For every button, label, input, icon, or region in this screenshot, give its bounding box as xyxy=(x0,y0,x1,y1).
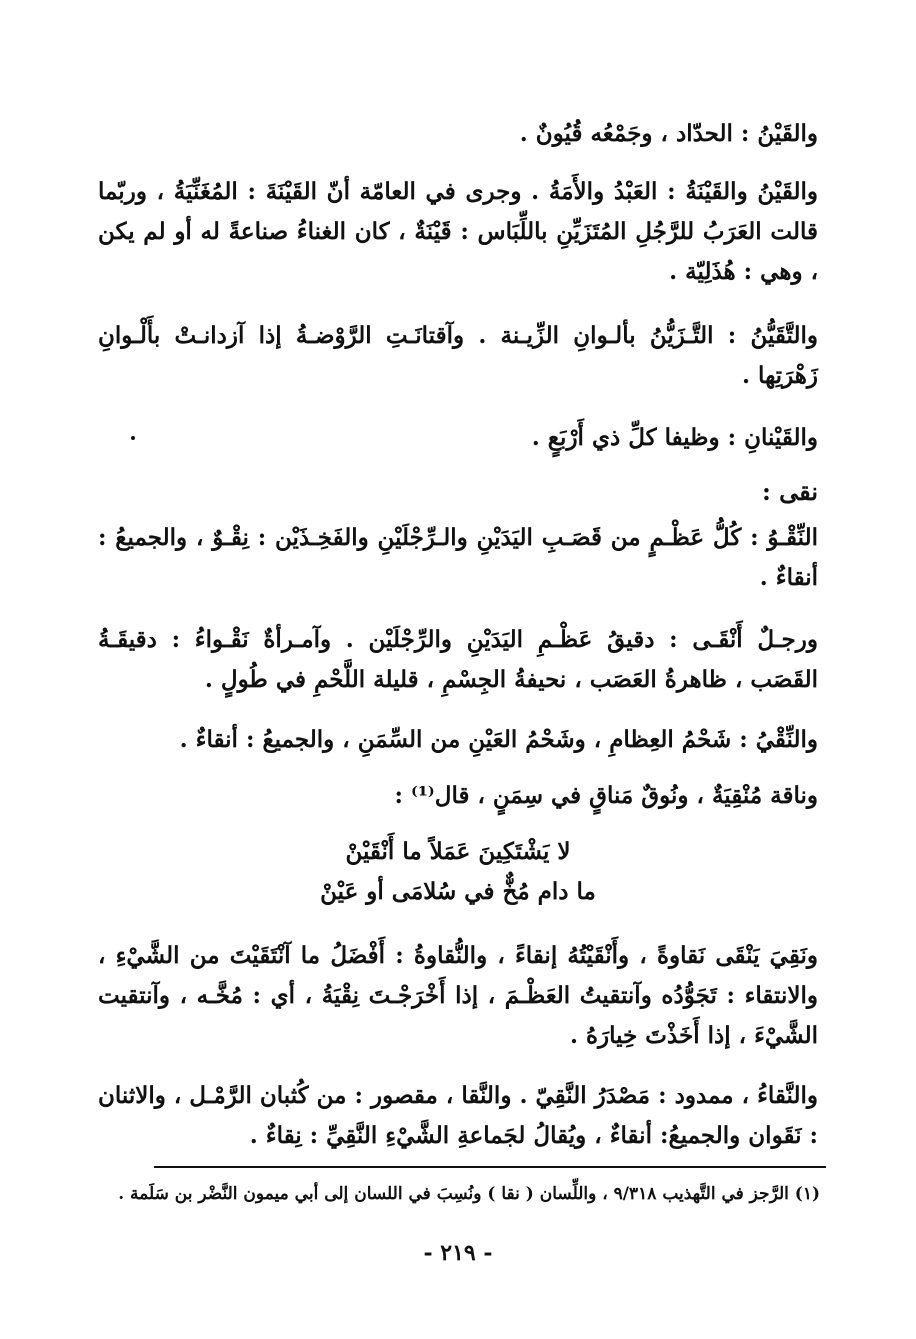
verse-line-1: لا يَشْتَكِينَ عَمَلاً ما أَنْقَيْنْ xyxy=(345,838,571,865)
verse-line-2: ما دام مُخٌّ في سُلامَى أو عَيْنْ xyxy=(320,878,596,905)
page-number: - ٢١٩ - xyxy=(423,1240,493,1266)
entry-heading: نقى : xyxy=(761,477,818,506)
paragraph-naqiya xyxy=(98,936,818,1056)
paragraph-text: والنَّقاءُ ، ممدود : مَصْدَرُ النَّقِيّ . والنَّقا ، مقصور : من كُثبان الرَّمْـل ، والاثنان : نَقَوان والجميعُ: أنقاءٌ ، ويُقالُ لجَماعةِ الشَّيْءِ النَّقِيِّ : نِقاءٌ . xyxy=(98,1082,818,1149)
paragraph-text: والقَيْنُ : الحدّاد ، وجَمْعُه قُيُونٌ . xyxy=(519,120,818,147)
paragraph-text: والقَيْنُ والقَيْنَةُ : العَبْدُ والأَمَةُ . وجرى في العامّة أنّ القَيْنَةَ : المُغَنِّيَةُ ، وربّما قالت العَرَبُ للرَّجُلِ المُتَزَيِّنِ باللِّبَاس : قَيْنَةٌ ، كان الغناءُ صناعةً له أو لم يكن ، وهي : هُذَلِيّة . xyxy=(98,178,818,285)
paragraph-naqa xyxy=(98,1076,818,1156)
paragraph-qayn-smith xyxy=(98,114,818,154)
paragraph-taqayyun xyxy=(98,316,818,396)
paragraph-text: النِّقْـوُ : كُلُّ عَظْـمٍ من قَصَـبِ اليَدَيْنِ والـرِّجْلَيْنِ والفَخِـذَيْن : نِقْـوٌ ، والجميعُ : أنقاءٌ . xyxy=(98,524,818,591)
paragraph-text: ورجـلٌ أَنْقَـى : دقيقُ عَظْـمِ اليَدَيْنِ والرِّجْلَيْن . وآمـرأةٌ نَقْـواءُ : دقيقَـةُ القَصَب ، ظاهرةُ العَصَب ، نحيفةُ الجِسْمِ ، قليلة اللَّحْمِ في طُولٍ . xyxy=(98,626,818,693)
paragraph-text: وناقة مُنْقِيَةٌ ، ونُوقٌ مَناقٍ في سِمَنٍ ، قال⁽¹⁾ : xyxy=(394,782,818,809)
paragraph-niqw xyxy=(98,518,818,598)
paragraph-munqiya xyxy=(98,776,818,816)
stray-dot xyxy=(131,436,135,440)
paragraph-qaynan xyxy=(98,418,818,458)
paragraph-text: ونَقِيَ يَنْقَى نَقاوةً ، وأَنْقَيْتُهُ إنقاءً ، والنُّقاوةُ : أَفْضَلُ ما آنْتَقَيْتَ من الشَّيْءِ ، والانتقاء : تَجَوُّدُه وآنتقيتُ العَظْـمَ ، إذا أَخْرَجْـتَ نِقْيَةُ ، أي : مُخَّـه ، وآنتقيت الشَّيْءَ ، إذا أَخَذْتَ خِيارَهُ . xyxy=(98,942,818,1049)
footnote: (١) الرَّجز في التَّهذيب ٩/٣١٨ ، واللِّسان ( نقا ) ونُسِبَ في اللسان إلى أبي ميمون النَّضْر بن سَلَمة . xyxy=(118,1184,820,1204)
paragraph-text: والتَّقَيُّنُ : التَّـزَيُّنُ بألـوانِ الزِّيـنة . وآقتانَـتِ الرَّوْضـةُ إذا آزدانـتْ بأَلْـوانِ زَهْرَتِها . xyxy=(98,322,818,389)
footnote-separator xyxy=(154,1166,826,1168)
paragraph-text: والقَيْنانِ : وظيفا كلِّ ذي أَرْبَعٍ . xyxy=(531,424,818,451)
paragraph-qayna-slave xyxy=(98,172,818,292)
paragraph-text: والنِّقْيُ : شَحْمُ العِظامِ ، وشَحْمُ العَيْنِ من السِّمَنِ ، والجميعُ : أنقاءٌ . xyxy=(179,726,818,753)
paragraph-niqy xyxy=(98,720,818,760)
paragraph-anqa xyxy=(98,620,818,700)
